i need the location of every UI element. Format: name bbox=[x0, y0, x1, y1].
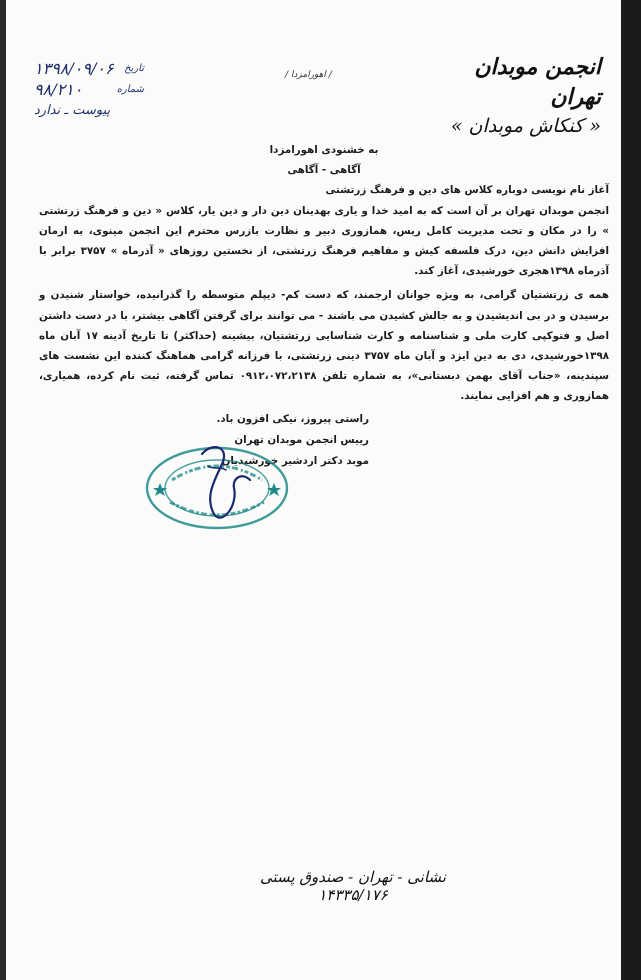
letter-body bbox=[39, 140, 609, 472]
blessing-line: به خشنودی اهورامزدا bbox=[269, 144, 379, 156]
letter-subject: آغاز نام نویسی دوباره کلاس های دین و فرهنگ زرتشتی bbox=[325, 184, 609, 197]
attachment-row bbox=[34, 100, 144, 121]
notice-title: آگاهی - آگاهی bbox=[287, 164, 361, 177]
organization-subtitle: « کنکاش موبدان » bbox=[450, 115, 601, 137]
invocation-text: / اهورامزدا / bbox=[285, 70, 332, 80]
letterhead bbox=[421, 52, 601, 140]
scan-edge-right bbox=[621, 0, 641, 980]
date-row bbox=[34, 58, 144, 79]
closing-block bbox=[39, 409, 609, 472]
stamp-text-arc-bottom bbox=[170, 502, 264, 515]
scan-edge-left bbox=[0, 0, 6, 980]
date-label: تاریخ bbox=[124, 63, 144, 74]
number-value: ۹۸/۲۱۰ bbox=[34, 80, 83, 99]
closing-greeting: راستی پیروز، نیکی افزون باد. bbox=[216, 412, 369, 425]
attachment-text: پیوست ـ ندارد bbox=[34, 103, 111, 118]
official-stamp bbox=[142, 436, 292, 536]
signatory-name: موبد دکتر اردشیر خورشیدیان bbox=[221, 454, 369, 467]
paragraph-registration: همه ی زرتشتیان گرامی، به ویژه جوانان ارجمند، که دست کم- دیپلم متوسطه را گذرانیده، خواستار شنیدن و برسیدن و در بی اندیشیدن و به جالش کشیدن می باشند - می توانند برای گرفتن آگاهی بیشتر، با در دست داشتن اصل و فتوکپی کارت ملی و شناسنامه و کارت شناسایی زرتشتیان، بیشینه (حداکثر) تا تاریخ آدینه ۱۷ آبان ماه ۱۳۹۸خورشیدی، دی به دین ایزد و آبان ماه ۳۷۵۷ دینی زرتشتی، با فرزانه گرامی هماهنگ کننده این نشست های سپندینه، «جناب آقای بهمن دبستانی»، به شماره تلفن ۰۹۱۲،۰۷۲،۲۱۳۸ تماس گرفته، ثبت نام کرده، همیاری، همازوری و هم افزایی نمایند. bbox=[39, 289, 610, 403]
organization-name: انجمن موبدان تهران bbox=[474, 54, 601, 110]
number-label: شماره bbox=[116, 84, 144, 95]
paragraph-announcement: انجمن موبدان تهران بر آن است که به امید خدا و یاری بهدینان دین دار و دین یار، کلاس « دین و فرهنگ زرتشتی » را در مکان و تحت مدیریت کامل ریس، همازوری دبیر و نظارت بازرس محترم این انجمن مینوی، به ارمان افزایش دانش دین، درک فلسفه کیش و مفاهیم فرهنگ زرتشتی، از نخستین روزهای « آذرماه » ۳۷۵۷ برابر با آذرماه ۱۳۹۸هجری خورشیدی، آغاز کند. bbox=[39, 204, 609, 278]
footer-address: نشانی - تهران - صندوق پستی ۱۴۳۳۵/۱۷۶ bbox=[260, 868, 446, 904]
signature-stroke bbox=[202, 447, 250, 518]
signatory-title: رییس انجمن موبدان تهران bbox=[234, 433, 369, 446]
date-value: ۱۳۹۸/۰۹/۰۶ bbox=[34, 59, 114, 78]
letter-metadata bbox=[34, 58, 144, 121]
number-row bbox=[34, 79, 144, 100]
